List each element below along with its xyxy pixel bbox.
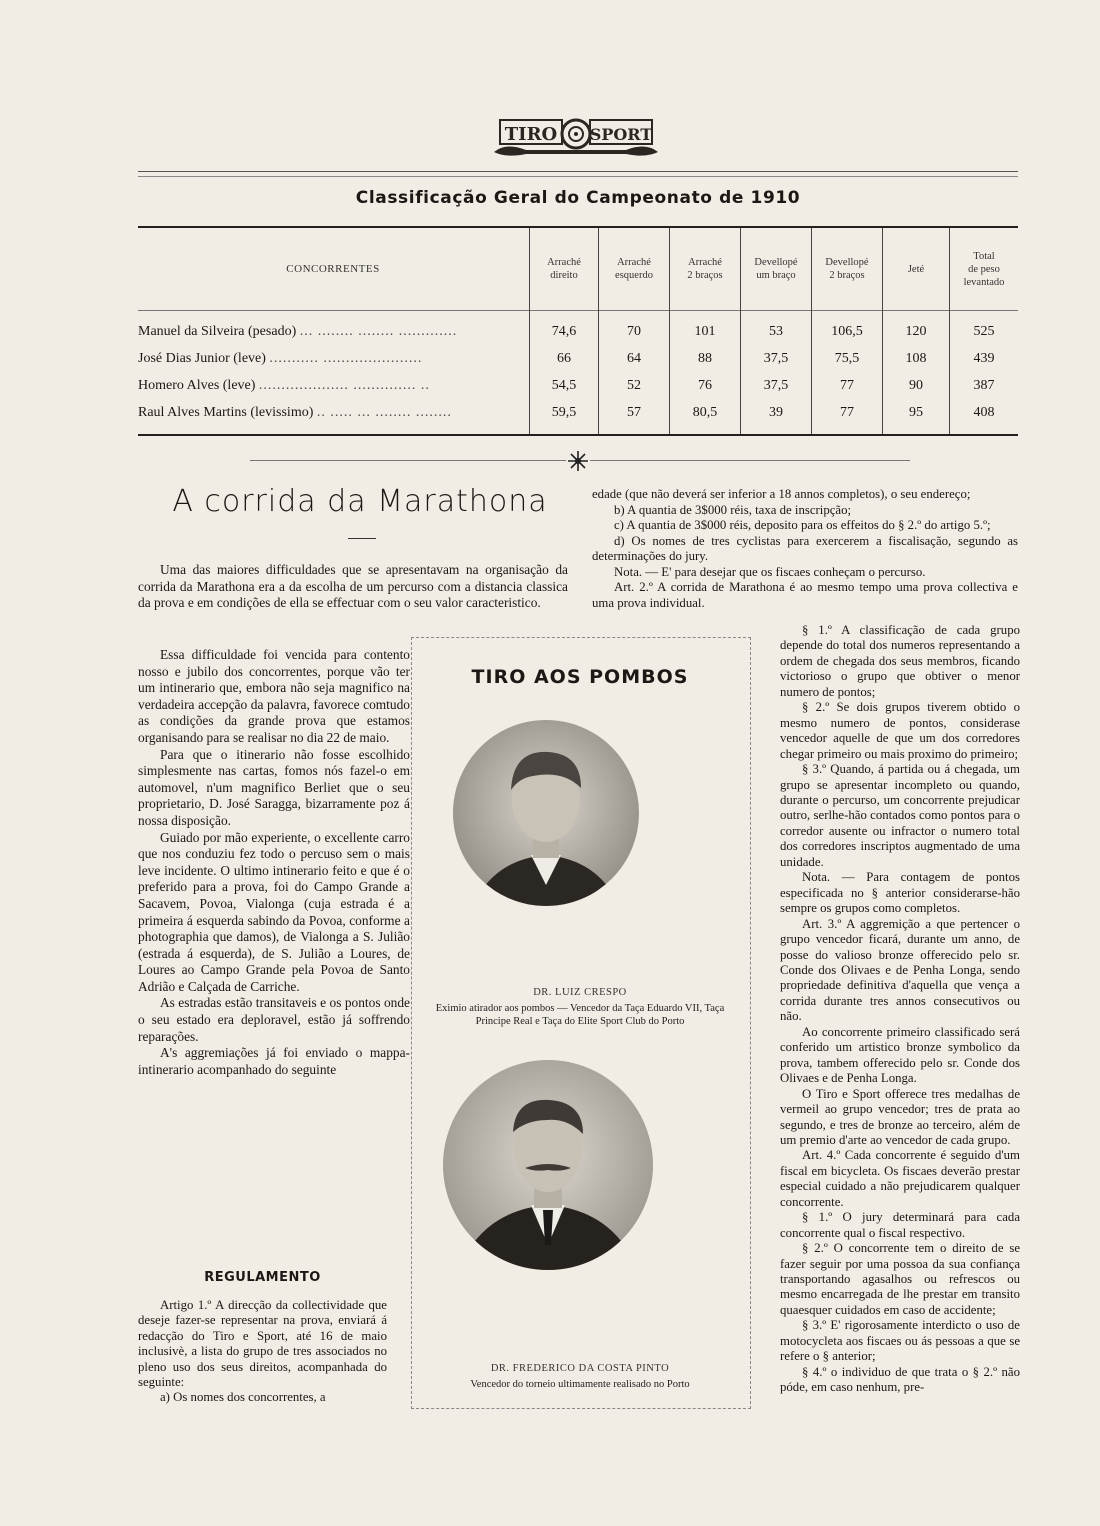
table-row-name: José Dias Junior (leve) ........... ......................	[138, 351, 423, 366]
table-cell: 57	[627, 405, 641, 420]
header-rule	[138, 310, 1018, 311]
header-arrache-esquerdo: Arraché esquerdo	[615, 257, 653, 281]
table-header	[138, 228, 1018, 310]
photo1-caption-desc: Eximio atirador aos pombos — Vencedor da Taça Eduardo VII, Taça Principe Real e Taça do Elite Sport Club do Porto	[435, 1003, 725, 1027]
heading-rule	[348, 538, 376, 539]
table-cell: 74,6	[551, 324, 577, 339]
table-cell: 90	[909, 378, 923, 393]
table-cell: 95	[909, 405, 923, 420]
table-cell: 59,5	[551, 405, 577, 420]
svg-text:SPORT: SPORT	[589, 125, 653, 144]
article-body-right-top: edade (que não deverá ser inferior a 18 annos completos), o seu endereço; b) A quantia de 3$000 réis, taxa de inscripção; c) A quantia de 3$000 réis, deposito para os effeitos do § 2.º do artigo 5.º; d) Os nomes de tres cyclistas para exercerem a fiscalisação, segundo as determinações do jury. Nota. — E' para desejar que os fiscaes conheçam o percurso. Art. 2.º A corrida de Marathona é ao mesmo tempo uma prova collectiva e uma prova individual.	[592, 487, 1018, 610]
masthead-logo	[486, 112, 666, 164]
table-row-name: Raul Alves Martins (levissimo) .. ..... ... ........ ........	[138, 405, 452, 420]
table-cell: 120	[905, 324, 927, 339]
table-title: Classificação Geral do Campeonato de 1910	[355, 188, 801, 208]
header-arrache-2-bracos: Arraché 2 braços	[687, 257, 723, 281]
table-cell: 76	[698, 378, 712, 393]
table-cell: 77	[840, 405, 854, 420]
regulation-heading: REGULAMENTO	[204, 1270, 321, 1285]
table-cell: 53	[769, 324, 783, 339]
photo1-caption-name: DR. LUIZ CRESPO	[533, 987, 627, 998]
portrait-luiz-crespo	[453, 720, 639, 906]
table-cell: 70	[627, 324, 641, 339]
table-row-name: Manuel da Silveira (pesado) ... ........ ........ .............	[138, 324, 458, 339]
photo2-caption-name: DR. FREDERICO DA COSTA PINTO	[490, 1363, 670, 1374]
header-jete: Jeté	[907, 263, 925, 275]
table-cell: 88	[698, 351, 712, 366]
table-row-name: Homero Alves (leve) .................... .............. ..	[138, 378, 430, 393]
table-cell: 77	[840, 378, 854, 393]
panel-title: TIRO AOS POMBOS	[471, 666, 689, 688]
table-cell: 66	[557, 351, 571, 366]
table-cell: 101	[694, 324, 716, 339]
table-cell: 37,5	[763, 351, 789, 366]
header-total: Total de peso levantado	[963, 250, 1005, 288]
table-cell: 108	[905, 351, 927, 366]
header-competitors: CONCORRENTES	[286, 262, 380, 275]
article-title: A corrida da Marathona	[172, 484, 548, 519]
table-cell: 106,5	[831, 324, 863, 339]
header-arrache-direito: Arraché direito	[547, 257, 581, 281]
table-cell: 39	[769, 405, 783, 420]
ornament-star-icon	[566, 449, 590, 473]
header-devellope-um-braco: Devellopé um braço	[754, 257, 798, 281]
article-body-left: Essa difficuldade foi vencida para contento nosso e jubilo dos concorrentes, porque vão ter um intinerario que, embora não seja magnifico na verdadeira accepção da palavra, favorece comtudo as condições da grande prova que estamos organisando para se realisar no dia 22 de maio. Para que o itinerario não fosse escolhido simplesmente nas cartas, fomos nós fazel-o em automovel, n'um magnifico Berliet que o seu proprietario, D. José Saragga, bizarramente poz á nossa disposição. Guiado por mão experiente, o excellente carro que nos conduziu fez todo o percuso sem o mais leve incidente. O ultimo intinerario feito e que é o preferido para a prova, foi do Campo Grande a Sacavem, Povoa, Vialonga (cuja estrada é a primeira á esquerda sabindo da Povoa, conforme a photographia que damos), de Vialonga a S. Julião (estrada á esquerda), de S. Julião a Loures, de Loures ao Campo Grande pela Povoa de Santo Adrião e Calçada de Carriche. As estradas estão transitaveis e os pontos onde o seu estado era deploravel, estão já soffrendo reparações. A's aggremiações já foi enviado o mappa-intinerario acompanhado do seguinte	[138, 647, 410, 1077]
classification-table	[138, 226, 1018, 436]
table-cell: 64	[627, 351, 641, 366]
portrait-frederico-da-costa-pinto	[443, 1060, 653, 1270]
article-body-right: § 1.º A classificação de cada grupo depende do total dos numeros representando a ordem de chegada dos seus membros, ficando victorioso o grupo que obtiver o menor numero de pontos; § 2.º Se dois grupos tiverem obtido o mesmo numero de pontos, considerase vencedor aquelle de que um dos corredores chegar primeiro ou mais proximo do primeiro; § 3.º Quando, á partida ou á chegada, um grupo se apresentar incompleto ou quando, durante o percurso, um concorrente prejudicar outro, serlhe-hão contados como pontos para o corredor ausente ou infractor o numero total dos corredores inscriptos augmentado de uma unidade. Nota. — Para contagem de pontos especificada no § anterior considerarse-hão sempre os grupos como completos. Art. 3.º A aggremição a que pertencer o grupo vencedor ficará, durante um anno, de posse do valioso bronze offerecido pelo sr. Conde dos Olivaes e de Penha Longa, sendo propriedade definitiva d'aquella que vença a corrida durante tres annos consecutivos ou não. Ao concorrente primeiro classificado será conferido um artistico bronze symbolico da prova, tambem offerecido pelo sr. Conde dos Olivaes e de Penha Longa. O Tiro e Sport offerece tres medalhas de vermeil ao grupo vencedor; tres de prata ao segundo, e tres de bronze ao terceiro, além de um premio d'arte ao vencedor de cada grupo. Art. 4.º Cada concorrente é seguido d'um fiscal em bicycleta. Os fiscaes deverão prestar especial cuidado a não prejudicarem qualquer concorrente. § 1.º O jury determinará para cada concorrente qual o fiscal respectivo. § 2.º O concorrente tem o direito de se fazer seguir por uma possoa da sua confiança transportando agasalhos ou refrescos ou mesmo encarregada de lhe prestar em transito quaesquer cuidados em caso de accidente; § 3.º E' rigorosamente interdicto o uso de motocycleta aos fiscaes ou ás pessoas a que se refere o § anterior; § 4.º o individuo de que trata o § 2.º não póde, em caso nenhum, pre-	[780, 623, 1020, 1395]
table-cell: 525	[973, 324, 995, 339]
svg-text:TIRO: TIRO	[504, 124, 558, 145]
header-devellope-2-bracos: Devellopé 2 braços	[825, 257, 869, 281]
top-rule	[138, 171, 1018, 172]
table-cell: 80,5	[692, 405, 718, 420]
table-cell: 54,5	[551, 378, 577, 393]
table-cell: 52	[627, 378, 641, 393]
table-cell: 75,5	[834, 351, 860, 366]
table-cell: 439	[973, 351, 995, 366]
article-intro: Uma das maiores difficuldades que se apresentavam na organisação da corrida da Marathona era a da escolha de um percurso com a distancia classica da prova e em condições de ella se effectuar com o seu valor caracteristico.	[138, 562, 568, 611]
photo2-caption-desc: Vencedor do torneio ultimamente realisado no Porto	[470, 1379, 690, 1390]
table-cell: 408	[973, 405, 995, 420]
table-cell: 37,5	[763, 378, 789, 393]
top-rule-thin	[138, 176, 1018, 177]
table-cell: 387	[973, 378, 995, 393]
regulation-text: Artigo 1.º A direcção da collectividade que deseje fazer-se representar na prova, enviará á redacção do Tiro e Sport, até 16 de maio inclusivè, a lista do grupo de tres associados no pleno uso dos seus direitos, acompanhada do seguinte: a) Os nomes dos concorrentes, a	[138, 1298, 387, 1405]
